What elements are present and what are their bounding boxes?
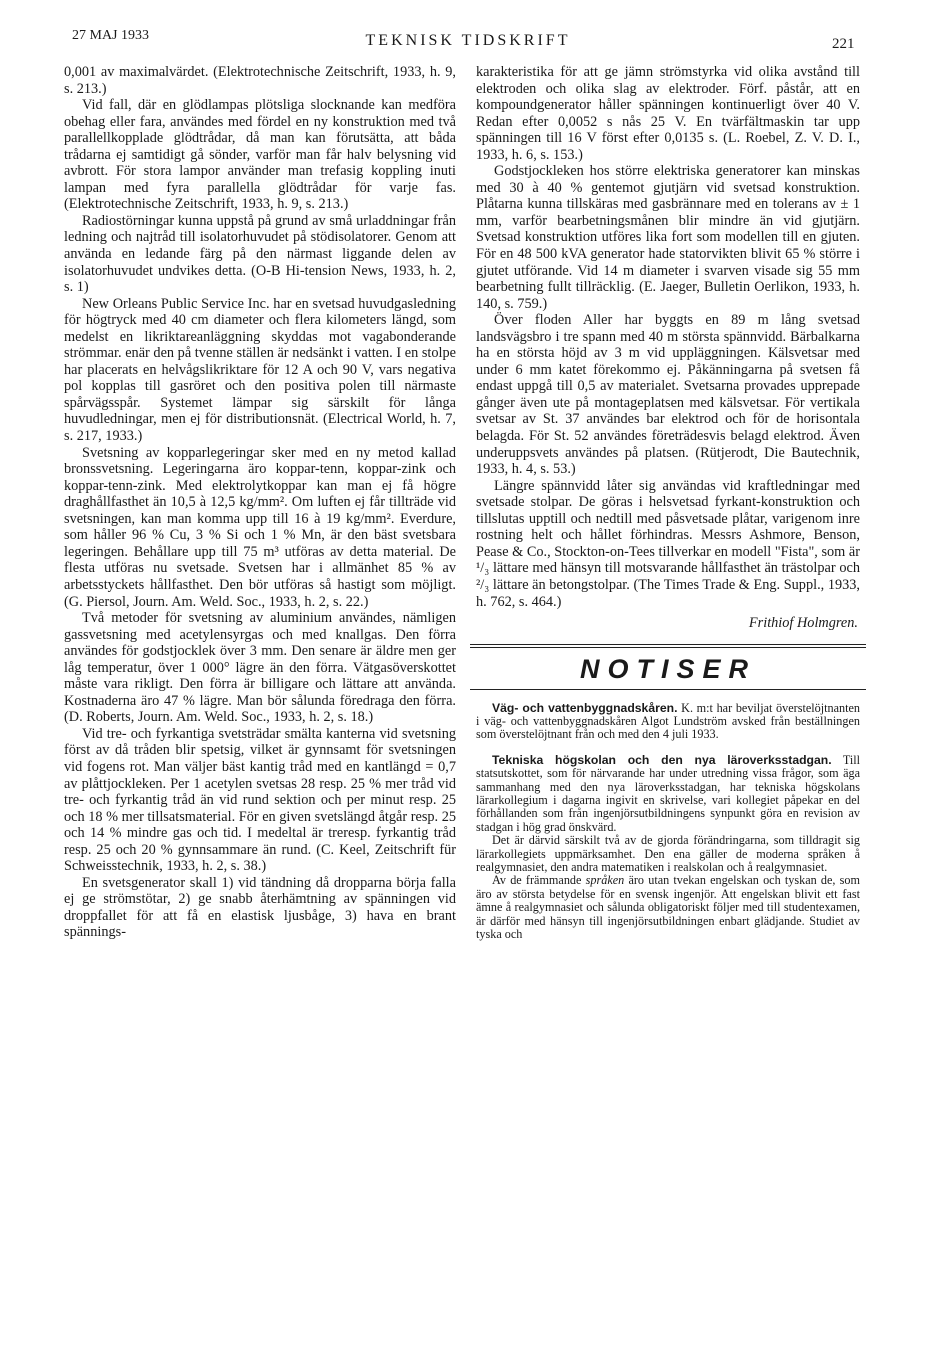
paragraph: En svetsgenerator skall 1) vid tändning då dropparna börja falla ej ge strömstötar, 2) ge snabb återhämtning av spänningen vid droppfallet för att få en elastisk ljusbåge, 3) hava en brant spännings- xyxy=(64,874,456,941)
text-run: Av de främmande xyxy=(492,873,586,888)
author-signature: Frithiof Holmgren. xyxy=(748,615,858,632)
paragraph: Vid tre- och fyrkantiga svetsträdar smälta kanterna vid svetsning först av då tråden blir spetsig, vilket är gynnsamt för svetsningen vid fogens rot. Man väljer bäst kantig tråd med en kantlängd = 0,7 av plåttjockleken. Per 1 acetylen svetsas 28 resp. 25 % mer tråd vid tre- och fyrkantig tråd än vid rund sektion och per minut resp. 25 och 18 % mer tillsatsmaterial. För en given svetslängd åtgår resp. 25 och 14 % mindre gas och tid. I medeltal är treresp. fyrkantig tråd resp. 25 och 20 % gynnsammare än rund. (C. Keel, Zeitschrift für Schweisstechnik, 1933, h. 2, s. 38.) xyxy=(64,725,456,875)
paragraph: Över floden Aller har byggts en 89 m lång svetsad landsvägsbro i tre spann med 40 m största spännvidd. Bärbalkarna ha en största höjd av 3 m vid uppläggningen. Kälsvetsar med under 6 mm katet förekommo ej. Påkänningarna på svetsen få endast uppgå till 0,5 av materialet. Svetsarna provades upprepade gånger även ute på montageplatsen med kälsvetsar. För vertikala svetsar av St. 37 användes bar elektrod och för de horisontala belagda. För St. 52 användes företrädesvis belagd elektrod. Även underuppsvets användes på platsen. (Rütjerodt, Die Bautechnik, 1933, h. 4, s. 53.) xyxy=(476,312,860,478)
paragraph: karakteristika för att ge jämn strömstyrka vid olika avstånd till elektroden och olika slag av elektroder. Förf. påstår, att en kompoundgenerator håller spänningen kontinuerligt över 40 V. Redan efter 0,0052 s nås 25 V. En tvärfältmaskin tar upp spänningen till 16 V först efter 0,0135 s. (L. Roebel, Z. V. D. I., 1933, h. 6, s. 153.) xyxy=(476,64,860,163)
news-item-body: K. m:t har beviljat överstelöjtnanten i väg- och vattenbyggnadskåren Algot Lundström avsked från beställningen som överstelöjtnant från och med den 4 juli 1933. xyxy=(476,700,860,742)
paragraph: New Orleans Public Service Inc. har en svetsad huvudgasledning för högtryck med 40 cm diameter och flera kilometers längd, som medelst en likriktareanläggning skyddas mot vagabonderande strömmar. enär den på tvenne ställen är nedsänkt i vatten. I en stolpe har placerats en helvågslikriktare för 12 A och 90 V, vars negativa pol kopplas till gasröret och den positiva polen till närmaste spårvägsspår. Systemet lämpar sig särskilt för långa huvudledningar, men ej för distributionsnät. (Electrical World, h. 7, s. 217, 1933.) xyxy=(64,295,456,445)
news-item-body: Till statsutskottet, som för närvarande har under utredning vissa frågor, som äga sammanhang med den nya läroverksstadgan, har tekniska högskolans lärarkollegium i dagarna ingivit en skrivelse, vari kollegiet påpekar en del förhållanden som från ingenjörsutbildningens synpunkt göra en revision av stadgan i hög grad önskvärd. xyxy=(476,752,860,834)
news-item-title: Tekniska högskolan och den nya läroverksstadgan. xyxy=(492,752,832,767)
issue-date: 27 MAJ 1933 xyxy=(72,28,150,43)
paragraph: Längre spännvidd låter sig användas vid kraftledningar med svetsade stolpar. De göras i helsvetsad fyrkant-konstruktion och tillslutas upptill och nedtill med påsvetsade plåtar, varigenom inre rostning helt och hållet förhindras. Messrs Ashmore, Benson, Pease & Co., Stockton-on-Tees tillverkar en modell "Fista", som är ¹/₃ lättare med hänsyn till motsvarande hållfasthet än trästolpar och ²/₃ lättare än betongstolpar. (The Times Trade & Eng. Suppl., 1933, h. 762, s. 464.) xyxy=(476,477,860,610)
news-item xyxy=(476,754,860,834)
section-divider xyxy=(470,689,866,690)
paragraph xyxy=(476,874,860,941)
notiser-heading: NOTISER xyxy=(579,653,756,684)
left-column xyxy=(64,64,456,941)
paragraph: Vid fall, där en glödlampas plötsliga slocknande kan medföra obehag eller fara, användes med fördel en ny konstruktion med två parallellkopplade glödtrådar, då man kan förutsätta, att båda trådarna ej samtidigt gå sönder, varför man får halv belysning vid avbrott. För stora lampor använder man trefasig koppling inuti lampan med fyra parallella glödtrådar för varje fas. (Elektrotechnische Zeitschrift, 1933, h. 9, s. 213.) xyxy=(64,97,456,213)
right-column xyxy=(476,64,860,942)
italic-text-run: språken xyxy=(585,873,625,888)
news-item-title: Väg- och vattenbyggnadskåren. xyxy=(492,700,678,715)
notes-section xyxy=(476,702,860,942)
text-run: äro utan tvekan engelskan och tyskan de, som äro av största betydelse för en svensk ingenjör. Att engelskan blivit ett fast ämne å realgymnasiet och sålunda obligatoriskt följer med till studentexamen, är därför med hänsyn till ingenjörsutbildningen enbart glädjande. Studiet av tyska och xyxy=(476,873,860,942)
paragraph: Svetsning av kopparlegeringar sker med en ny metod kallad bronssvetsning. Legeringarna äro koppar-tenn, koppar-zink och koppar-tenn-zink. Med elektrolytkoppar kan man ej få högre draghållfasthet än 10,5 à 12,5 kg/mm². Om luften ej får tillträde vid svetsningen, kan man komma upp till 16 à 19 kg/mm². Everdure, som håller 96 % Cu, 3 % Si och 1 % Mn, är den bäst svetsbara legeringen. Behållare upp till 75 m³ utföras av detta material. De flesta utföras nu svetsade. Svetsen har i allmänhet 85 % av arbetsstyckets hållfasthet. Den bör utföras så hastigt som möjligt. (G. Piersol, Journ. Am. Weld. Soc., 1933, h. 2, s. 22.) xyxy=(64,444,456,610)
paragraph: Två metoder för svetsning av aluminium användes, nämligen gassvetsning med acetylensyrgas och med knallgas. Den förra användes för godstjocklek över 3 mm. Den senare är äldre men ger låg temperatur, över 1 000° lägre än den förra. Vätgasöverskottet måste vara rikligt. Den förra är billigare och lättare att använda. Kostnaderna äro 47 % lägre. Man bör sålunda föredraga den förra. (D. Roberts, Journ. Am. Weld. Soc., 1933, h. 2, s. 18.) xyxy=(64,610,456,726)
news-item xyxy=(476,702,860,742)
section-divider xyxy=(470,644,866,648)
journal-title: TEKNISK TIDSKRIFT xyxy=(365,32,571,49)
paragraph: 0,001 av maximalvärdet. (Elektrotechnische Zeitschrift, 1933, h. 9, s. 213.) xyxy=(64,64,456,97)
page-header xyxy=(0,26,936,56)
paragraph: Godstjockleken hos större elektriska generatorer kan minskas med 30 à 40 % gentemot gjutjärn vid svetsad konstruktion. Plåtarna kunna tillskäras med gasbrännare med en tolerans av ± 1 mm, varför bearbetningsmånen blir mindre än vid gjutjärn. Svetsad konstruktion utföres lika fort som modellen till en gjuten. För en 48 500 kVA generator hade statorvikten blivit 65 % större i gjutet utförande. Vid 14 m diameter i svarven visade sig 55 mm bearbetning fullt tillräcklig. (E. Jaeger, Bulletin Oerlikon, 1933, h. 140, s. 759.) xyxy=(476,163,860,312)
paragraph: Radiostörningar kunna uppstå på grund av små urladdningar från ledning och najtråd till isolatorhuvudet på stödisolatorer. Genom att använda en ledande färg på den närmast liggande delen av isolatorhuvudet undvikes detta. (O-B Hi-tension News, 1933, h. 2, s. 1) xyxy=(64,212,456,296)
page-number: 221 xyxy=(832,36,855,52)
paragraph: Det är därvid särskilt två av de gjorda förändringarna, som tilldragit sig lärarkollegiets uppmärksamhet. Den ena gäller de moderna språken å realgymnasiet, den andra matematiken i realskolan och å realgymnasiet. xyxy=(476,833,860,875)
